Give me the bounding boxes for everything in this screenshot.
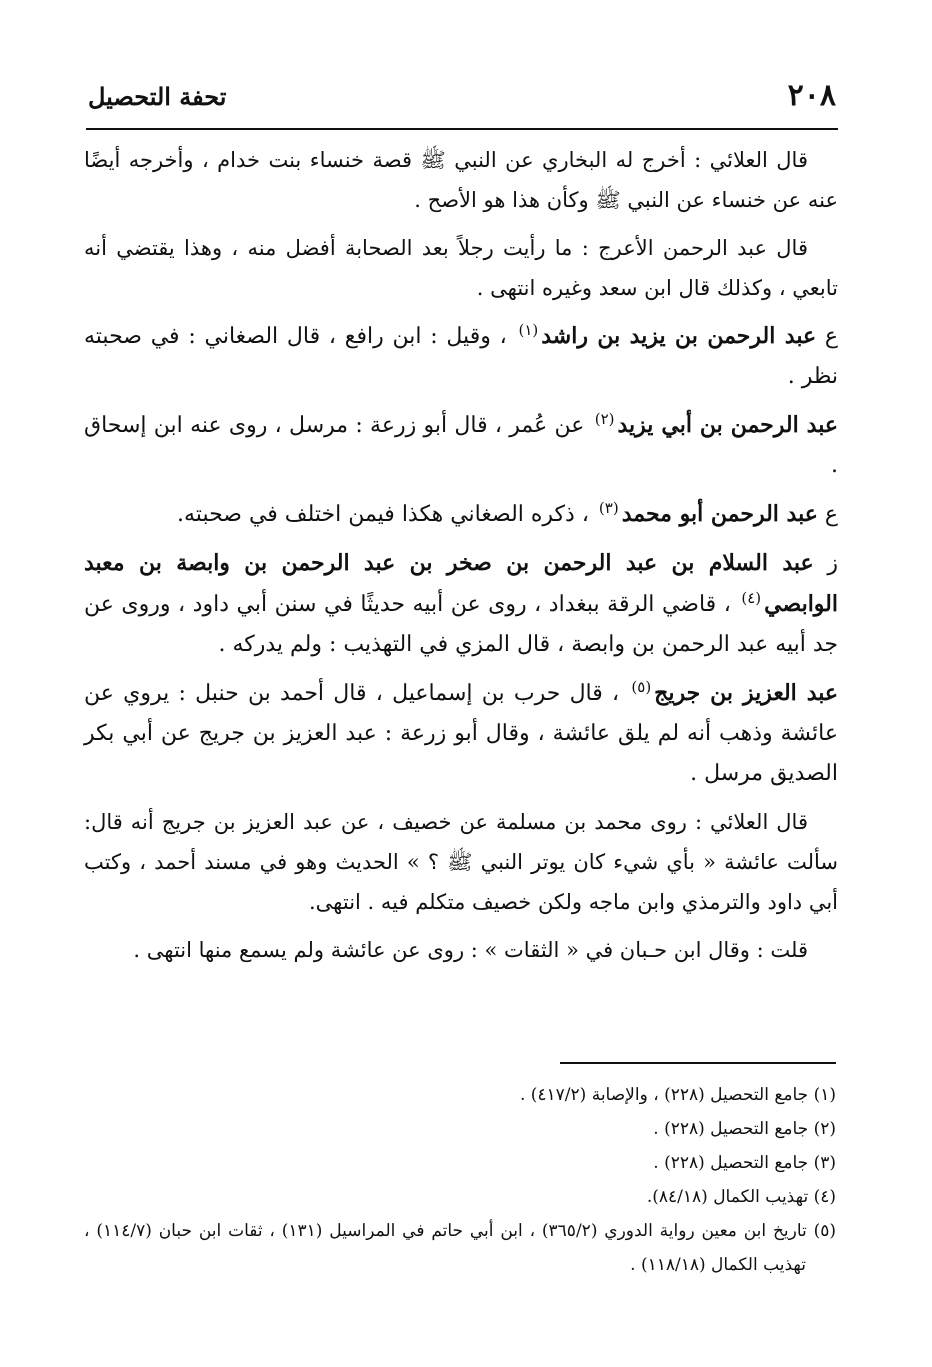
footnote-ref[interactable]: (٥) xyxy=(631,677,652,696)
entry-abdulsalam-wabisi xyxy=(84,543,838,665)
entry-abdulaziz-jurayj xyxy=(84,673,838,794)
footnote-ref[interactable]: (٣) xyxy=(598,498,619,517)
entry-text: ، قاضي الرقة ببغداد ، روى عن أبيه حديثًا في سنن أبي داود ، وروى عن جد أبيه عبد الرحمن بن وابصة ، قال المزي في التهذيب : ولم يدركه . xyxy=(84,592,838,657)
entry-abdulrahman-abu-muhammad xyxy=(84,494,838,535)
footnote-ref[interactable]: (٤) xyxy=(741,588,762,607)
header-rule xyxy=(86,128,838,130)
entry-name: عبد الرحمن أبو محمد xyxy=(621,501,818,527)
entry-text: ، وقيل : ابن رافع ، قال الصغاني : في صحبته نظر . xyxy=(84,324,838,389)
footnote-4: (٤) تهذيب الكمال (٨٤/١٨). xyxy=(646,1187,836,1207)
footnote-ref[interactable]: (٢) xyxy=(594,409,615,428)
running-title: تحفة التحصيل xyxy=(88,82,227,111)
entry-marker: ز xyxy=(813,551,838,576)
footnote-5: (٥) تاريخ ابن معين رواية الدوري (٣٦٥/٢) ، ابن أبي حاتم في المراسيل (١٣١) ، ثقات ابن حبان (١١٤/٧) ، تهذيب الكمال (١١٨/١٨) . xyxy=(84,1221,837,1275)
footnotes xyxy=(84,1078,836,1282)
entry-text: ، قال حرب بن إسماعيل ، قال أحمد بن حنبل : يروي عن عائشة وذهب أنه لم يلق عائشة ، وقال أبو زرعة : عبد العزيز بن جريج عن أبي بكر الصديق مرسل . xyxy=(84,681,838,786)
footnote-ref[interactable]: (١) xyxy=(518,320,539,339)
entry-name: عبد الرحمن بن أبي يزيد xyxy=(617,412,838,438)
footnote-rule xyxy=(560,1062,836,1064)
paragraph-alai-1: قال العلائي : أخرج له البخاري عن النبي ﷺ قصة خنساء بنت خدام ، وأخرجه أيضًا عنه عن خنساء عن النبي ﷺ وكأن هذا هو الأصح . xyxy=(84,148,838,212)
page-number: ٢٠٨ xyxy=(787,78,836,113)
footnote-3: (٣) جامع التحصيل (٢٢٨) . xyxy=(653,1153,836,1173)
entry-text: ، ذكره الصغاني هكذا فيمن اختلف في صحبته. xyxy=(177,502,596,527)
entry-name: عبد العزيز بن جريج xyxy=(654,680,839,706)
entry-marker: ع xyxy=(817,502,838,527)
entry-marker: ع xyxy=(816,324,838,349)
page-header xyxy=(88,78,836,114)
paragraph-araj: قال عبد الرحمن الأعرج : ما رأيت رجلاً بعد الصحابة أفضل منه ، وهذا يقتضي أنه تابعي ، وكذلك قال ابن سعد وغيره انتهى . xyxy=(84,236,838,300)
footnote-2: (٢) جامع التحصيل (٢٢٨) . xyxy=(653,1119,836,1139)
entry-name: عبد السلام بن عبد الرحمن بن صخر بن عبد الرحمن بن وابصة بن معبد الوابصي xyxy=(84,550,838,617)
footnote-1: (١) جامع التحصيل (٢٢٨) ، والإصابة (٤١٧/٢) . xyxy=(519,1085,836,1105)
entry-abdulrahman-yazid-rashid xyxy=(84,316,838,397)
entry-text: عن عُمر ، قال أبو زرعة : مرسل ، روى عنه ابن إسحاق . xyxy=(84,413,838,478)
paragraph-alai-2: قال العلائي : روى محمد بن مسلمة عن خصيف ، عن عبد العزيز بن جريج أنه قال: سألت عائشة « بأي شيء كان يوتر النبي ﷺ ؟ » الحديث وهو في مسند أحمد ، وكتب أبي داود والترمذي وابن ماجه ولكن خصيف متكلم فيه . انتهى. xyxy=(84,810,838,914)
paragraph-qultu: قلت : وقال ابن حـبان في « الثقات » : روى عن عائشة ولم يسمع منها انتهى . xyxy=(133,938,808,962)
main-text xyxy=(84,140,838,978)
entry-name: عبد الرحمن بن يزيد بن راشد xyxy=(541,323,817,349)
entry-abdulrahman-abi-yazid xyxy=(84,405,838,486)
